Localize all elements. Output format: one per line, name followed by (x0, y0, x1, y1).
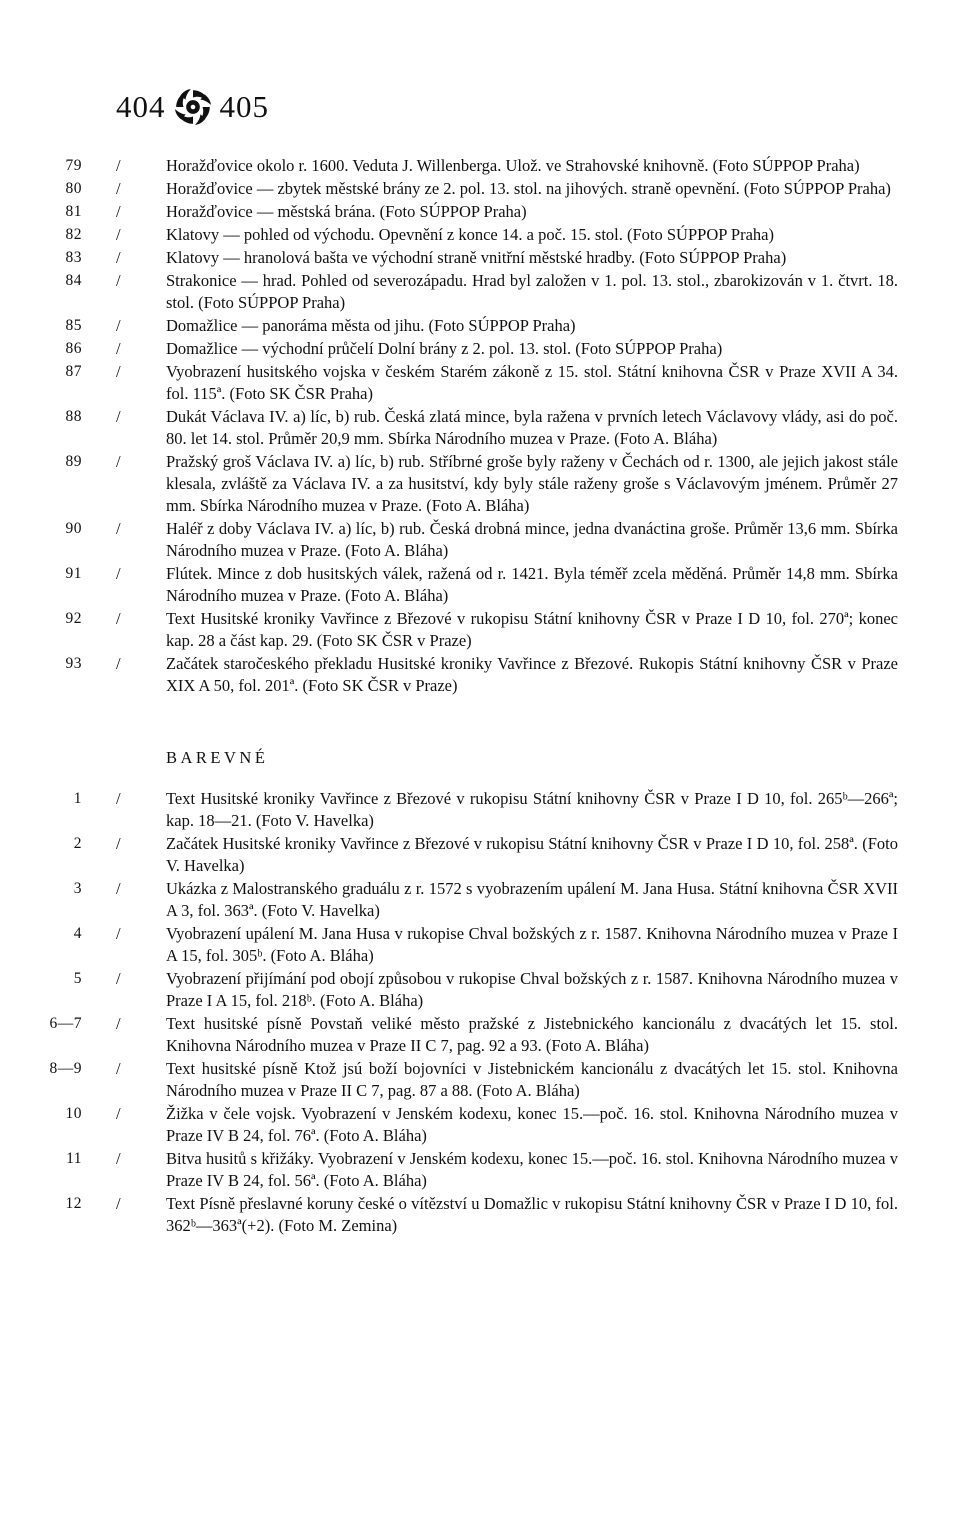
separator-slash: / (116, 1014, 121, 1033)
separator-slash: / (116, 452, 121, 471)
caption-text: Text husitské písně Povstaň veliké město pražské z Jistebnického kancionálu z dvacátých let 15. stol. Knihovna Národního muzea v Praze II C 7, pag. 92 a 93. (Foto A. Bláha) (166, 1014, 898, 1055)
figure-number: 82 (65, 226, 82, 243)
figure-number: 89 (65, 453, 82, 470)
caption-entry (0, 451, 960, 517)
separator-slash: / (116, 179, 121, 198)
separator-slash: / (116, 879, 121, 898)
caption-entry (0, 155, 960, 177)
separator-slash: / (116, 248, 121, 267)
caption-text: Začátek Husitské kroniky Vavřince z Březové v rukopisu Státní knihovny ČSR v Praze I D 10, fol. 258ª. (Foto V. Havelka) (166, 834, 898, 875)
caption-entry (0, 563, 960, 607)
caption-text: Text Husitské kroniky Vavřince z Březové v rukopisu Státní knihovny ČSR v Praze I D 10, fol. 270ª; konec kap. 28 a část kap. 29. (Foto SK ČSR v Praze) (166, 609, 898, 650)
separator-slash: / (116, 1104, 121, 1123)
caption-entry (0, 270, 960, 314)
caption-entry (0, 653, 960, 697)
separator-slash: / (116, 407, 121, 426)
separator-slash: / (116, 1194, 121, 1213)
caption-entry (0, 1058, 960, 1102)
page-number-left: 404 (116, 89, 166, 124)
separator-slash: / (116, 564, 121, 583)
caption-text: Začátek staročeského překladu Husitské kroniky Vavřince z Březové. Rukopis Státní knihovny ČSR v Praze XIX A 50, fol. 201ª. (Foto SK ČSR v Praze) (166, 654, 898, 695)
separator-slash: / (116, 202, 121, 221)
figure-number: 12 (65, 1195, 82, 1212)
figure-number: 3 (73, 880, 82, 897)
caption-entry (0, 878, 960, 922)
figure-number: 79 (65, 157, 82, 174)
caption-text: Klatovy — hranolová bašta ve východní straně vnitřní městské hradby. (Foto SÚPPOP Praha) (166, 248, 787, 267)
figure-number: 81 (65, 203, 82, 220)
caption-text: Text husitské písně Ktož jsú boží bojovníci v Jistebnickém kancionálu z dvacátých let 15. stol. Knihovna Národního muzea v Praze II C 7, pag. 87 a 88. (Foto A. Bláha) (166, 1059, 898, 1100)
caption-entry (0, 1013, 960, 1057)
caption-entry (0, 1193, 960, 1237)
caption-text: Domažlice — východní průčelí Dolní brány z 2. pol. 13. stol. (Foto SÚPPOP Praha) (166, 339, 723, 358)
caption-entry (0, 518, 960, 562)
separator-slash: / (116, 969, 121, 988)
caption-text: Ukázka z Malostranského graduálu z r. 1572 s vyobrazením upálení M. Jana Husa. Státní knihovna ČSR XVII A 3, fol. 363ª. (Foto V. Havelka) (166, 879, 898, 920)
figure-number: 11 (66, 1150, 82, 1167)
caption-text: Horažďovice — zbytek městské brány ze 2. pol. 13. stol. na jihových. straně opevnění. (Foto SÚPPOP Praha) (166, 179, 891, 198)
separator-slash: / (116, 271, 121, 290)
separator-slash: / (116, 1059, 121, 1078)
figure-number: 91 (65, 565, 82, 582)
section-title: BAREVNÉ (166, 748, 269, 767)
caption-text: Vyobrazení přijímání pod obojí způsobou v rukopise Chval božských z r. 1587. Knihovna Národního muzea v Praze I A 15, fol. 218ᵇ. (Foto A. Bláha) (166, 969, 898, 1010)
figure-number: 90 (65, 520, 82, 537)
figure-number: 83 (65, 249, 82, 266)
separator-slash: / (116, 156, 121, 175)
caption-entry (0, 338, 960, 360)
caption-entry (0, 315, 960, 337)
separator-slash: / (116, 924, 121, 943)
figure-number: 4 (73, 925, 82, 942)
figure-number: 87 (65, 363, 82, 380)
figure-number: 88 (65, 408, 82, 425)
caption-text: Horažďovice — městská brána. (Foto SÚPPOP Praha) (166, 202, 527, 221)
caption-text: Vyobrazení husitského vojska v českém Starém zákoně z 15. stol. Státní knihovna ČSR v Praze XVII A 34. fol. 115ª. (Foto SK ČSR Praha) (166, 362, 898, 403)
figure-number: 84 (65, 272, 82, 289)
page-number-right: 405 (219, 89, 269, 124)
caption-entry (0, 224, 960, 246)
figure-number: 92 (65, 610, 82, 627)
figure-number: 80 (65, 180, 82, 197)
swirl-ornament-icon (172, 86, 214, 128)
caption-entry (0, 788, 960, 832)
caption-entry (0, 201, 960, 223)
figure-number: 86 (65, 340, 82, 357)
figure-number: 8—9 (49, 1060, 82, 1077)
page-header (116, 86, 269, 128)
caption-text: Vyobrazení upálení M. Jana Husa v rukopise Chval božských z r. 1587. Knihovna Národního muzea v Praze I A 15, fol. 305ᵇ. (Foto A. Bláha) (166, 924, 898, 965)
caption-list-color (0, 788, 960, 1238)
caption-entry (0, 1103, 960, 1147)
caption-text: Horažďovice okolo r. 1600. Veduta J. Willenberga. Ulož. ve Strahovské knihovně. (Foto SÚPPOP Praha) (166, 156, 860, 175)
caption-entry (0, 406, 960, 450)
separator-slash: / (116, 316, 121, 335)
separator-slash: / (116, 519, 121, 538)
caption-entry (0, 968, 960, 1012)
caption-text: Domažlice — panoráma města od jihu. (Foto SÚPPOP Praha) (166, 316, 576, 335)
separator-slash: / (116, 339, 121, 358)
separator-slash: / (116, 789, 121, 808)
caption-text: Flútek. Mince z dob husitských válek, ražená od r. 1421. Byla téměř zcela měděná. Průměr 14,8 mm. Sbírka Národního muzea v Praze. (Foto A. Bláha) (166, 564, 898, 605)
separator-slash: / (116, 834, 121, 853)
figure-number: 5 (73, 970, 82, 987)
caption-entry (0, 361, 960, 405)
caption-entry (0, 178, 960, 200)
caption-text: Pražský groš Václava IV. a) líc, b) rub. Stříbrné groše byly raženy v Čechách od r. 1300, ale jejich jakost stále klesala, zvláště za Václava IV. a za husitství, kdy byly stále raženy groše s Václavovým jménem. Průměr 27 mm. Sbírka Národního muzea v Praze. (Foto A. Bláha) (166, 452, 898, 515)
caption-text: Bitva husitů s křižáky. Vyobrazení v Jenském kodexu, konec 15.—poč. 16. stol. Knihovna Národního muzea v Praze IV B 24, fol. 56ª. (Foto A. Bláha) (166, 1149, 898, 1190)
caption-text: Text Písně přeslavné koruny české o vítězství u Domažlic v rukopisu Státní knihovny ČSR v Praze I D 10, fol. 362ᵇ—363ª(+2). (Foto M. Zemina) (166, 1194, 898, 1235)
separator-slash: / (116, 609, 121, 628)
figure-number: 93 (65, 655, 82, 672)
figure-number: 1 (73, 790, 82, 807)
caption-entry (0, 247, 960, 269)
caption-list-black-white (0, 155, 960, 698)
figure-number: 2 (73, 835, 82, 852)
caption-text: Dukát Václava IV. a) líc, b) rub. Česká zlatá mince, byla ražena v prvních letech Václavovy vlády, asi do poč. 80. let 14. stol. Průměr 20,9 mm. Sbírka Národního muzea v Praze. (Foto A. Bláha) (166, 407, 898, 448)
caption-entry (0, 608, 960, 652)
separator-slash: / (116, 654, 121, 673)
caption-text: Strakonice — hrad. Pohled od severozápadu. Hrad byl založen v 1. pol. 13. stol., zbarokizován v 1. čtvrt. 18. stol. (Foto SÚPPOP Praha) (166, 271, 898, 312)
caption-entry (0, 923, 960, 967)
separator-slash: / (116, 225, 121, 244)
figure-number: 6—7 (49, 1015, 82, 1032)
figure-number: 85 (65, 317, 82, 334)
caption-entry (0, 833, 960, 877)
figure-number: 10 (65, 1105, 82, 1122)
caption-text: Žižka v čele vojsk. Vyobrazení v Jenském kodexu, konec 15.—poč. 16. stol. Knihovna Národního muzea v Praze IV B 24, fol. 76ª. (Foto A. Bláha) (166, 1104, 898, 1145)
caption-text: Text Husitské kroniky Vavřince z Březové v rukopisu Státní knihovny ČSR v Praze I D 10, fol. 265ᵇ—266ª; kap. 18—21. (Foto V. Havelka) (166, 789, 898, 830)
separator-slash: / (116, 1149, 121, 1168)
caption-text: Klatovy — pohled od východu. Opevnění z konce 14. a poč. 15. stol. (Foto SÚPPOP Praha) (166, 225, 774, 244)
separator-slash: / (116, 362, 121, 381)
caption-entry (0, 1148, 960, 1192)
caption-text: Haléř z doby Václava IV. a) líc, b) rub. Česká drobná mince, jedna dvanáctina groše. Průměr 13,6 mm. Sbírka Národního muzea v Praze. (Foto A. Bláha) (166, 519, 898, 560)
